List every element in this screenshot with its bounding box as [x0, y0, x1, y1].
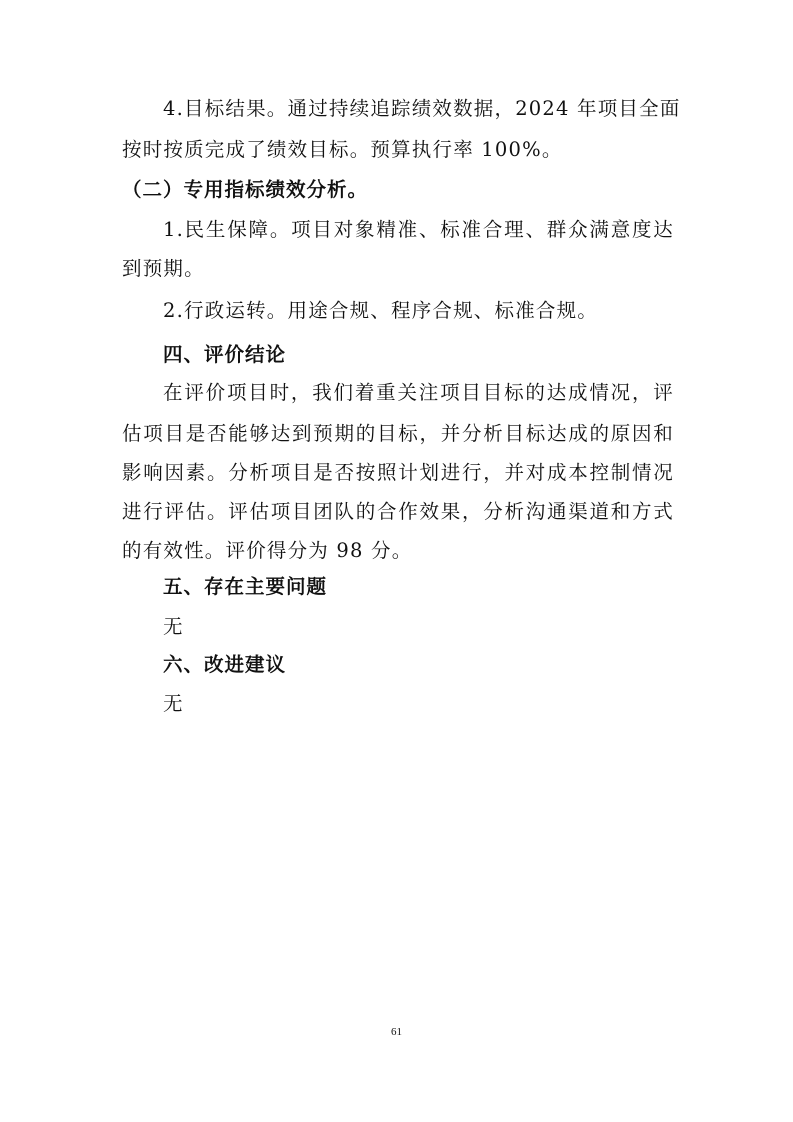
suggestions-body: 无 [163, 692, 184, 715]
special-indicators-heading: （二）专用指标绩效分析。 [122, 178, 369, 201]
livelihood-line-1: 1.民生保障。项目对象精准、标准合理、群众满意度达 [163, 218, 674, 241]
problems-heading: 五、存在主要问题 [163, 575, 328, 598]
suggestions-heading: 六、改进建议 [163, 653, 287, 676]
conclusion-line-2: 估项目是否能够达到预期的目标，并分析目标达成的原因和 [122, 422, 674, 445]
page-number: 61 [391, 1026, 402, 1038]
conclusion-heading: 四、评价结论 [163, 343, 287, 366]
goal-result-line-2: 按时按质完成了绩效目标。预算执行率 100%。 [122, 138, 563, 161]
administrative-operation-item: 2.行政运转。用途合规、程序合规、标准合规。 [163, 299, 599, 322]
problems-body: 无 [163, 615, 184, 638]
conclusion-line-1: 在评价项目时，我们着重关注项目目标的达成情况，评 [163, 381, 674, 404]
conclusion-line-5: 的有效性。评价得分为 98 分。 [122, 539, 413, 562]
livelihood-line-2: 到预期。 [122, 257, 205, 280]
conclusion-line-3: 影响因素。分析项目是否按照计划进行，并对成本控制情况 [122, 461, 674, 484]
goal-result-line-1: 4.目标结果。通过持续追踪绩效数据，2024 年项目全面 [163, 97, 681, 120]
conclusion-line-4: 进行评估。评估项目团队的合作效果，分析沟通渠道和方式 [122, 500, 674, 523]
